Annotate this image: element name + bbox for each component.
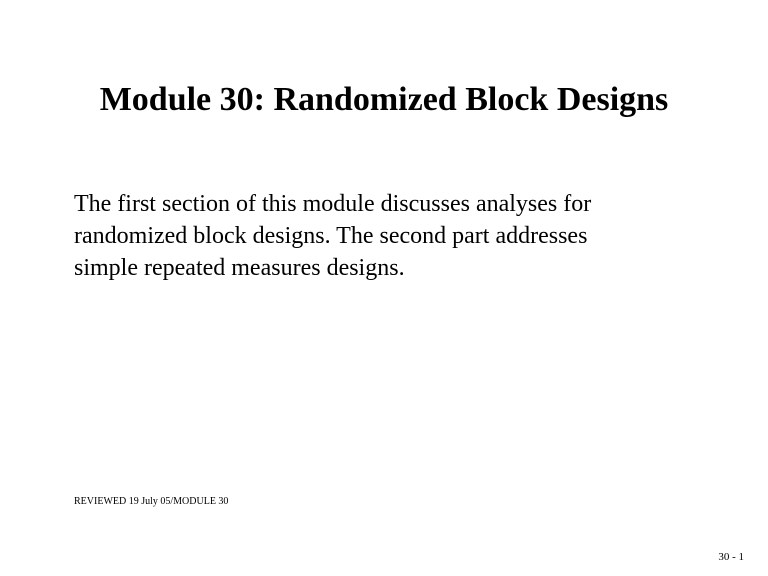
slide-body: [74, 188, 714, 284]
body-line: The first section of this module discusses analyses for: [74, 191, 592, 217]
review-note: REVIEWED 19 July 05/MODULE 30: [74, 496, 229, 507]
page-number: 30 - 1: [718, 551, 744, 563]
body-line: randomized block designs. The second part addresses: [74, 223, 588, 249]
slide-title: Module 30: Randomized Block Designs: [99, 81, 669, 118]
body-line: simple repeated measures designs.: [74, 255, 405, 281]
